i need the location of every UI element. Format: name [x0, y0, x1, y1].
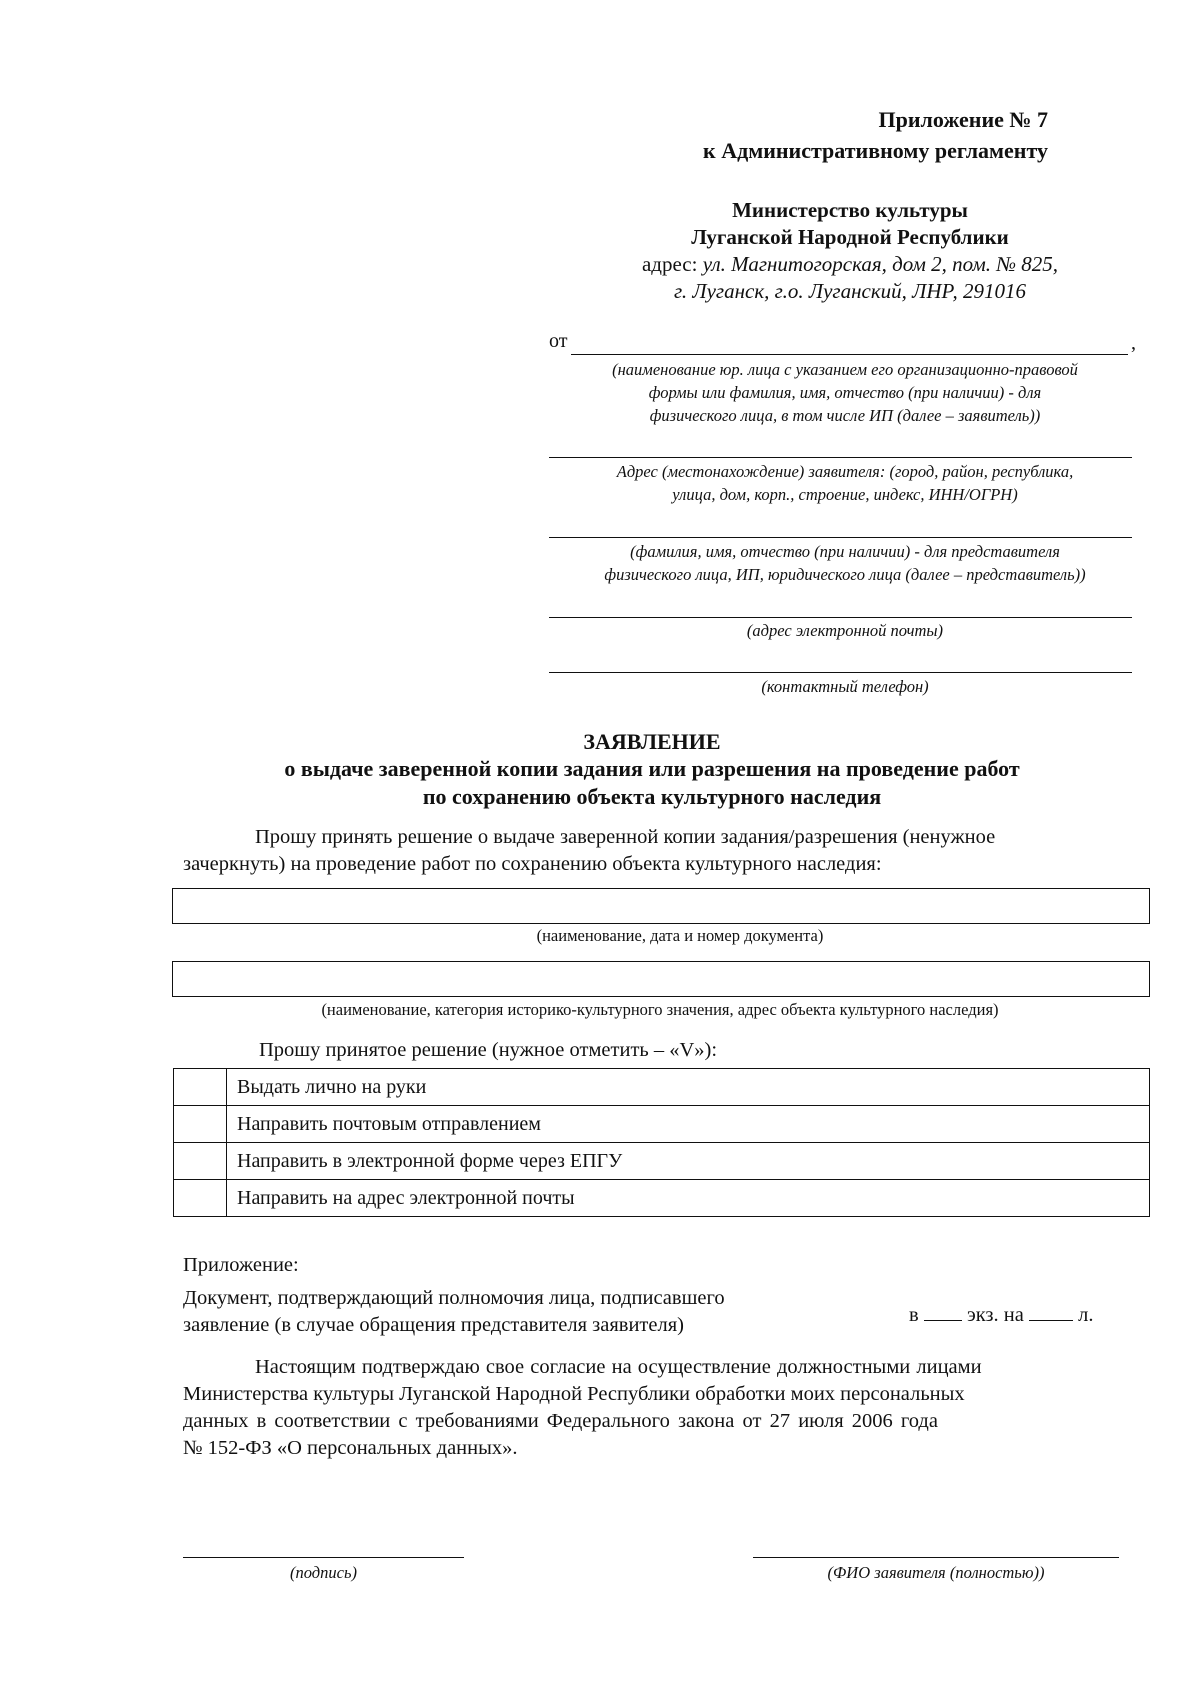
- delivery-option-label: Направить на адрес электронной почты: [227, 1180, 1150, 1217]
- caption-line: (фамилия, имя, отчество (при наличии) - для представителя: [630, 542, 1060, 561]
- applicant-name-field[interactable]: [571, 354, 1128, 355]
- representative-field[interactable]: [549, 537, 1132, 538]
- request-text-line2: зачеркнуть) на проведение работ по сохранению объекта культурного наследия:: [183, 853, 882, 875]
- consent-line2: Министерства культуры Луганской Народной Республики обработки моих персональных: [183, 1383, 965, 1405]
- delivery-option-row: [174, 1106, 1150, 1143]
- ministry-address-line2: г. Луганск, г.о. Луганский, ЛНР, 291016: [673, 279, 1027, 303]
- appendix-number: Приложение № 7: [878, 107, 1048, 132]
- heritage-object-field[interactable]: [172, 961, 1150, 997]
- delivery-option-row: [174, 1180, 1150, 1217]
- delivery-option-checkbox[interactable]: [174, 1143, 227, 1180]
- caption-line: физического лица, ИП, юридического лица (далее – представитель)): [604, 565, 1086, 584]
- delivery-option-label: Направить в электронной форме через ЕПГУ: [227, 1143, 1150, 1180]
- address-prefix: адрес:: [641, 252, 703, 276]
- copies-counter: [909, 1302, 1093, 1327]
- delivery-option-checkbox[interactable]: [174, 1106, 227, 1143]
- heritage-object-caption: (наименование, категория историко-культурного значения, адрес объекта культурного наследия): [321, 1000, 999, 1019]
- ministry-address-line1: [540, 251, 1160, 278]
- statement-subtitle-line1: о выдаче заверенной копии задания или разрешения на проведение работ: [284, 756, 1020, 781]
- email-field[interactable]: [549, 617, 1132, 618]
- phone-caption: (контактный телефон): [761, 677, 929, 696]
- from-label: от: [549, 330, 568, 352]
- attachment-doc-line2: заявление (в случае обращения представителя заявителя): [183, 1314, 684, 1336]
- copies-prefix: в: [909, 1304, 919, 1326]
- delivery-option-checkbox[interactable]: [174, 1180, 227, 1217]
- applicant-name-caption: [545, 358, 1145, 427]
- consent-line3: данных в соответствии с требованиями Федерального закона от 27 июля 2006 года: [183, 1410, 938, 1432]
- delivery-option-label: Выдать лично на руки: [227, 1069, 1150, 1106]
- applicant-address-field[interactable]: [549, 457, 1132, 458]
- caption-line: формы или фамилия, имя, отчество (при наличии) - для: [648, 383, 1042, 402]
- copies-count-field[interactable]: [924, 1302, 962, 1321]
- ministry-name: Министерство культуры: [732, 198, 968, 222]
- signature-field[interactable]: [183, 1557, 464, 1558]
- delivery-option-checkbox[interactable]: [174, 1069, 227, 1106]
- email-caption: (адрес электронной почты): [746, 621, 944, 640]
- copies-mid: экз. на: [966, 1304, 1024, 1326]
- delivery-options-table: [173, 1068, 1150, 1217]
- address-street: ул. Магнитогорская, дом 2, пом. № 825,: [702, 252, 1059, 276]
- delivery-option-row: [174, 1143, 1150, 1180]
- applicant-fullname-field[interactable]: [753, 1557, 1119, 1558]
- pages-count-field[interactable]: [1029, 1302, 1073, 1321]
- delivery-prompt: Прошу принятое решение (нужное отметить – «V»):: [259, 1039, 718, 1061]
- regulation-reference: к Административному регламенту: [703, 138, 1048, 163]
- statement-subtitle-line2: по сохранению объекта культурного наследия: [422, 784, 882, 809]
- delivery-option-label: Направить почтовым отправлением: [227, 1106, 1150, 1143]
- signature-caption: (подпись): [290, 1563, 357, 1582]
- caption-line: улица, дом, корп., строение, индекс, ИНН/ОГРН): [672, 485, 1018, 504]
- applicant-address-caption: [545, 460, 1145, 506]
- document-details-caption: (наименование, дата и номер документа): [536, 926, 824, 945]
- request-text-line1: Прошу принять решение о выдаче заверенной копии задания/разрешения (ненужное: [255, 826, 996, 848]
- caption-line: (наименование юр. лица с указанием его организационно-правовой: [612, 360, 1078, 379]
- statement-title: ЗАЯВЛЕНИЕ: [583, 729, 721, 754]
- consent-line4: № 152-ФЗ «О персональных данных».: [183, 1437, 518, 1459]
- caption-line: физического лица, в том числе ИП (далее – заявитель)): [649, 406, 1041, 425]
- applicant-fullname-caption: (ФИО заявителя (полностью)): [827, 1563, 1045, 1582]
- attachment-label: Приложение:: [183, 1254, 299, 1276]
- attachment-doc-line1: Документ, подтверждающий полномочия лица, подписавшего: [183, 1287, 725, 1309]
- delivery-option-row: [174, 1069, 1150, 1106]
- consent-line1: Настоящим подтверждаю свое согласие на осуществление должностными лицами: [255, 1356, 982, 1378]
- caption-line: Адрес (местонахождение) заявителя: (город, район, республика,: [616, 462, 1074, 481]
- from-comma: ,: [1131, 332, 1136, 354]
- republic-name: Луганской Народной Республики: [691, 225, 1009, 249]
- document-details-field[interactable]: [172, 888, 1150, 924]
- addressee-block: [540, 197, 1160, 305]
- phone-field[interactable]: [549, 672, 1132, 673]
- copies-suffix: л.: [1078, 1304, 1094, 1326]
- representative-caption: [540, 540, 1150, 586]
